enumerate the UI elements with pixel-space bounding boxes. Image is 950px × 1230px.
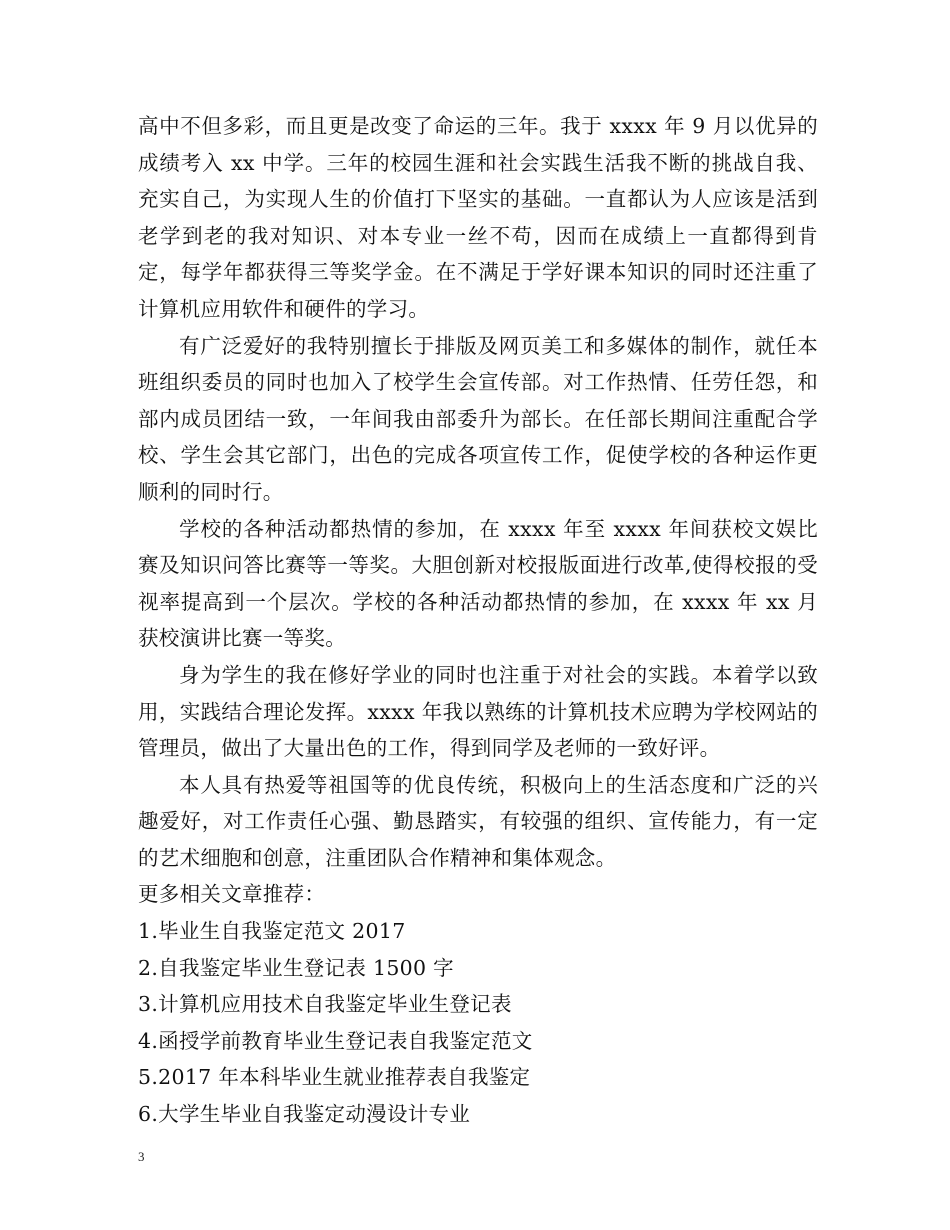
related-article-link-4[interactable]: 4.函授学前教育毕业生登记表自我鉴定范文: [138, 1028, 533, 1053]
related-articles-list: [138, 913, 818, 1133]
list-item: [138, 1096, 818, 1133]
paragraph-4: 身为学生的我在修好学业的同时也注重于对社会的实践。本着学以致用，实践结合理论发挥。xxxx 年我以熟练的计算机技术应聘为学校网站的管理员，做出了大量出色的工作，得到同学及老师的一致好评。: [138, 662, 818, 761]
related-article-link-5[interactable]: 5.2017 年本科毕业生就业推荐表自我鉴定: [138, 1065, 531, 1090]
list-item: [138, 1059, 818, 1096]
related-article-link-1[interactable]: 1.毕业生自我鉴定范文 2017: [138, 919, 406, 944]
list-item: [138, 986, 818, 1023]
document-body: [138, 108, 818, 1133]
paragraph-5: 本人具有热爱等祖国等的优良传统，积极向上的生活态度和广泛的兴趣爱好，对工作责任心强、勤恳踏实，有较强的组织、宣传能力，有一定的艺术细胞和创意，注重团队合作精神和集体观念。: [138, 772, 818, 870]
related-article-link-6[interactable]: 6.大学生毕业自我鉴定动漫设计专业: [138, 1102, 471, 1127]
paragraph-2: 有广泛爱好的我特别擅长于排版及网页美工和多媒体的制作，就任本班组织委员的同时也加入了校学生会宣传部。对工作热情、任劳任怨，和部内成员团结一致，一年间我由部委升为部长。在任部长期间注重配合学校、学生会其它部门，出色的完成各项宣传工作，促使学校的各种运作更顺利的同时行。: [138, 333, 818, 504]
more-articles-heading: 更多相关文章推荐：: [138, 882, 326, 907]
page-number: 3: [138, 1149, 145, 1164]
related-article-link-3[interactable]: 3.计算机应用技术自我鉴定毕业生登记表: [138, 992, 512, 1017]
list-item: [138, 950, 818, 987]
paragraph-1: 高中不但多彩，而且更是改变了命运的三年。我于 xxxx 年 9 月以优异的成绩考入 xx 中学。三年的校园生涯和社会实践生活我不断的挑战自我、充实自己，为实现人生的价值打下坚实的基础。一直都认为人应该是活到老学到老的我对知识、对本专业一丝不苟，因而在成绩上一直都得到肯定，每学年都获得三等奖学金。在不满足于学好课本知识的同时还注重了计算机应用软件和硬件的学习。: [138, 114, 818, 321]
related-article-link-2[interactable]: 2.自我鉴定毕业生登记表 1500 字: [138, 955, 454, 980]
paragraph-3: 学校的各种活动都热情的参加，在 xxxx 年至 xxxx 年间获校文娱比赛及知识问答比赛等一等奖。大胆创新对校报版面进行改革,使得校报的受视率提高到一个层次。学校的各种活动都热情的参加，在 xxxx 年 xx 月获校演讲比赛一等奖。: [138, 516, 818, 651]
list-item: [138, 1023, 818, 1060]
list-item: [138, 913, 818, 950]
